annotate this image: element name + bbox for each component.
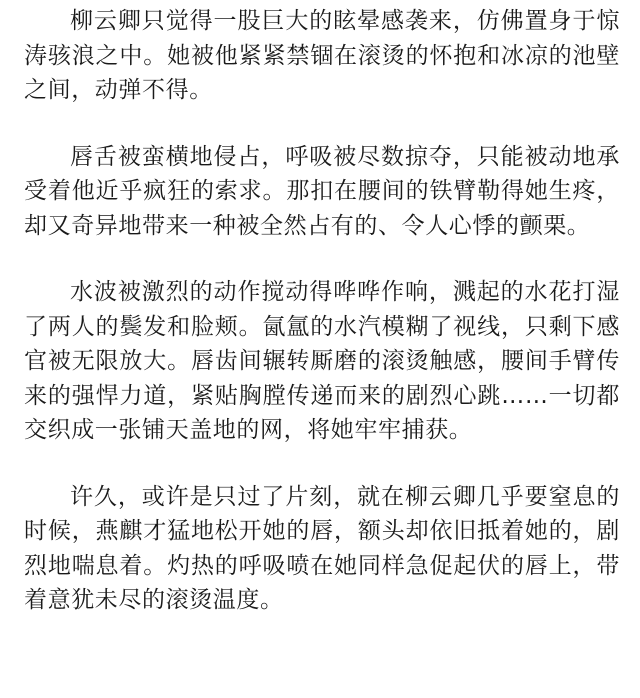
paragraph-2: 唇舌被蛮横地侵占，呼吸被尽数掠夺，只能被动地承受着他近乎疯狂的索求。那扣在腰间的铁臂勒得她生疼，却又奇异地带来一种被全然占有的、令人心悸的颤栗。 [24, 143, 620, 239]
paragraph-1: 柳云卿只觉得一股巨大的眩晕感袭来，仿佛置身于惊涛骇浪之中。她被他紧紧禁锢在滚烫的怀抱和冰凉的池壁之间，动弹不得。 [24, 8, 620, 103]
paragraph-3: 水波被激烈的动作搅动得哗哗作响，溅起的水花打湿了两人的鬓发和脸颊。氤氲的水汽模糊了视线，只剩下感官被无限放大。唇齿间辗转厮磨的滚烫触感，腰间手臂传来的强悍力道，紧贴胸膛传递而来的剧烈心跳……一切都交织成一张铺天盖地的网，将她牢牢捕获。 [24, 279, 620, 443]
paragraph-4: 许久，或许是只过了片刻，就在柳云卿几乎要窒息的时候，燕麒才猛地松开她的唇，额头却依旧抵着她的，剧烈地喘息着。灼热的呼吸喷在她同样急促起伏的唇上，带着意犹未尽的滚烫温度。 [24, 483, 620, 613]
